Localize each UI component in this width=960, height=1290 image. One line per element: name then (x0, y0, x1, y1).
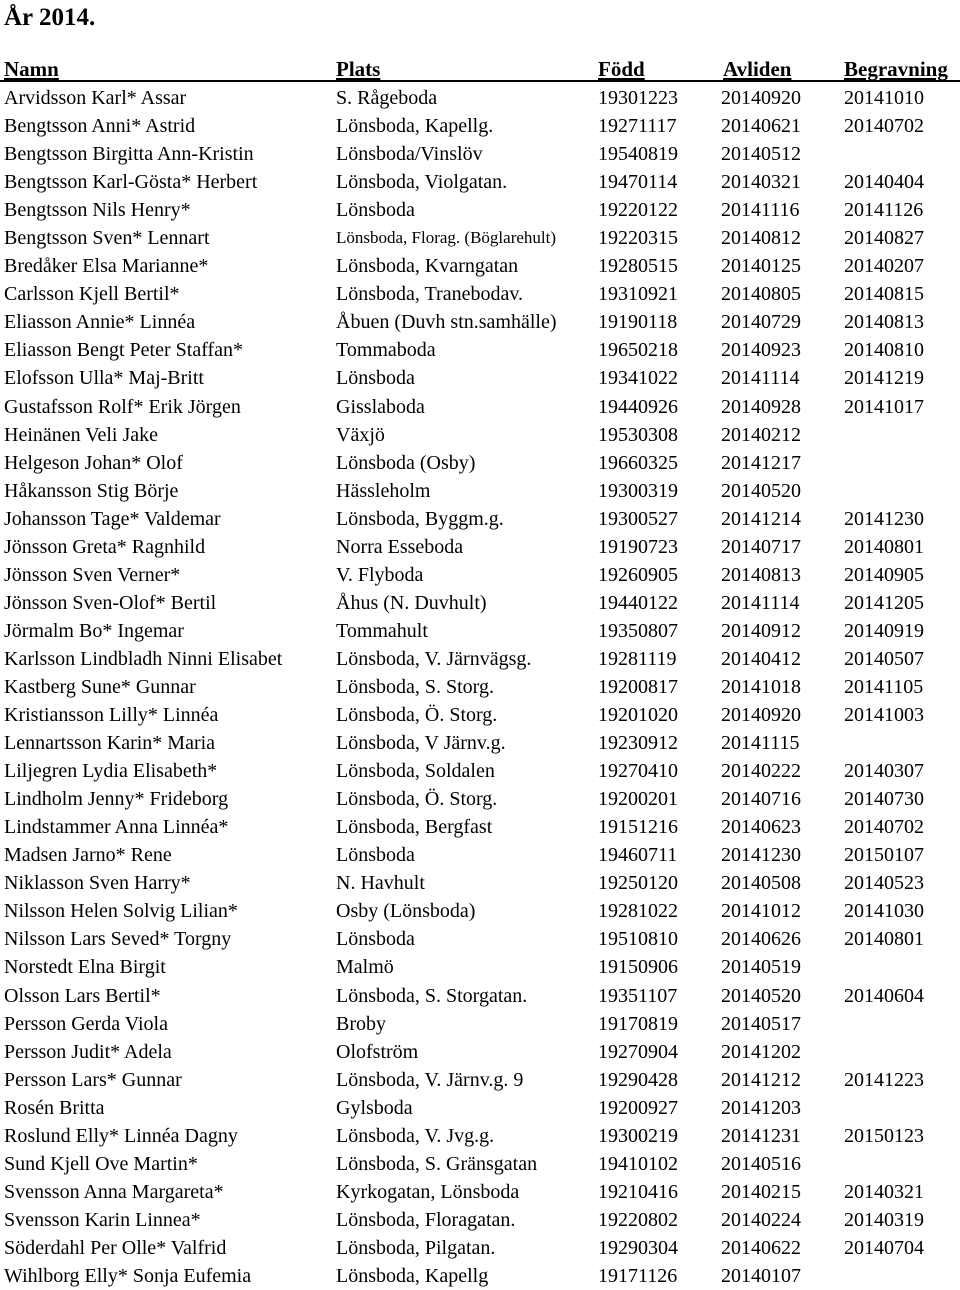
cell-name: Sund Kjell Ove Martin* (4, 1152, 198, 1175)
cell-buried: 20140604 (844, 984, 924, 1007)
table-row (0, 1038, 960, 1066)
cell-place: Åhus (N. Duvhult) (336, 591, 487, 614)
cell-name: Persson Judit* Adela (4, 1040, 172, 1063)
cell-name: Lindholm Jenny* Frideborg (4, 788, 229, 811)
cell-name: Karlsson Lindbladh Ninni Elisabet (4, 647, 283, 670)
cell-died: 20140805 (721, 283, 801, 306)
cell-name: Roslund Elly* Linnéa Dagny (4, 1124, 238, 1147)
cell-died: 20140717 (721, 535, 801, 558)
cell-place: Lönsboda, S. Gränsgatan (336, 1152, 538, 1175)
cell-buried: 20141017 (844, 395, 924, 418)
cell-born: 19660325 (598, 451, 678, 474)
cell-name: Heinänen Veli Jake (4, 423, 159, 446)
page-title: År 2014. (4, 4, 96, 31)
cell-place: Lönsboda, V. Järnvägsg. (336, 647, 532, 670)
cell-buried: 20150107 (844, 844, 924, 867)
cell-died: 20140125 (721, 255, 801, 278)
table-row (0, 645, 960, 673)
header-died: Avliden (723, 57, 792, 81)
cell-buried: 20140702 (844, 115, 924, 138)
cell-place: Lönsboda, Kapellg (336, 1264, 489, 1287)
cell-died: 20140212 (721, 423, 801, 446)
cell-born: 19460711 (598, 844, 678, 867)
cell-died: 20140912 (721, 619, 801, 642)
table-row (0, 785, 960, 813)
cell-died: 20141231 (721, 1124, 801, 1147)
cell-name: Bengtsson Karl-Gösta* Herbert (4, 171, 258, 194)
cell-born: 19300319 (598, 479, 678, 502)
cell-buried: 20140404 (844, 171, 924, 194)
cell-died: 20140621 (721, 115, 801, 138)
cell-born: 19220122 (598, 199, 678, 222)
cell-born: 19260905 (598, 563, 678, 586)
cell-buried: 20140307 (844, 760, 924, 783)
cell-born: 19190118 (598, 311, 678, 334)
table-row (0, 393, 960, 421)
table-row (0, 112, 960, 140)
cell-died: 20140812 (721, 227, 801, 250)
cell-born: 19440122 (598, 591, 678, 614)
cell-died: 20140920 (721, 87, 801, 109)
cell-born: 19280515 (598, 255, 678, 278)
cell-place: Lönsboda, S. Storgatan. (336, 984, 528, 1007)
cell-place: Växjö (336, 423, 385, 446)
cell-died: 20141012 (721, 900, 801, 923)
cell-born: 19170819 (598, 1012, 678, 1035)
cell-place: Lönsboda, Tranebodav. (336, 283, 524, 306)
table-row (0, 84, 960, 112)
table-row (0, 813, 960, 841)
cell-name: Persson Lars* Gunnar (4, 1068, 182, 1091)
cell-buried: 20140730 (844, 788, 924, 811)
cell-died: 20140813 (721, 563, 801, 586)
cell-place: Lönsboda, Byggm.g. (336, 507, 504, 530)
cell-buried: 20140702 (844, 816, 924, 839)
cell-born: 19470114 (598, 171, 678, 194)
cell-died: 20141203 (721, 1096, 801, 1119)
cell-name: Rosén Britta (4, 1096, 105, 1119)
cell-name: Helgeson Johan* Olof (4, 451, 183, 474)
table-header (0, 56, 960, 82)
cell-buried: 20140319 (844, 1208, 924, 1231)
table-row (0, 841, 960, 869)
cell-born: 19210416 (598, 1180, 678, 1203)
cell-died: 20141018 (721, 675, 801, 698)
cell-born: 19220315 (598, 227, 678, 250)
cell-name: Lennartsson Karin* Maria (4, 732, 216, 755)
cell-died: 20140928 (721, 395, 801, 418)
cell-born: 19200927 (598, 1096, 678, 1119)
cell-place: Lönsboda, Ö. Storg. (336, 704, 498, 727)
cell-died: 20140923 (721, 339, 801, 362)
cell-place: Lönsboda, Florag. (Böglarehult) (336, 228, 557, 248)
cell-place: Lönsboda, Violgatan. (336, 171, 508, 194)
cell-name: Svensson Anna Margareta* (4, 1180, 224, 1203)
cell-died: 20140622 (721, 1236, 801, 1259)
cell-born: 19301223 (598, 87, 678, 109)
cell-place: Gylsboda (336, 1096, 413, 1119)
cell-name: Liljegren Lydia Elisabeth* (4, 760, 218, 783)
cell-born: 19250120 (598, 872, 678, 895)
cell-buried: 20141126 (844, 199, 924, 222)
cell-buried: 20140704 (844, 1236, 924, 1259)
cell-name: Elofsson Ulla* Maj-Britt (4, 367, 204, 390)
cell-buried: 20141105 (844, 675, 924, 698)
cell-buried: 20140507 (844, 647, 924, 670)
cell-buried: 20141230 (844, 507, 924, 530)
cell-place: Lönsboda (336, 928, 415, 951)
cell-died: 20141212 (721, 1068, 801, 1091)
cell-place: Gisslaboda (336, 395, 425, 418)
cell-born: 19510810 (598, 928, 678, 951)
cell-born: 19530308 (598, 423, 678, 446)
cell-born: 19440926 (598, 395, 678, 418)
cell-died: 20140520 (721, 984, 801, 1007)
cell-died: 20141115 (721, 732, 800, 755)
cell-name: Wihlborg Elly* Sonja Eufemia (4, 1264, 252, 1287)
cell-buried: 20140815 (844, 283, 924, 306)
cell-place: Broby (336, 1012, 386, 1035)
cell-buried: 20141003 (844, 704, 924, 727)
cell-name: Nilsson Helen Solvig Lilian* (4, 900, 238, 923)
cell-buried: 20140801 (844, 928, 924, 951)
cell-born: 19150906 (598, 956, 678, 979)
table-row (0, 280, 960, 308)
table-row (0, 1010, 960, 1038)
cell-name: Gustafsson Rolf* Erik Jörgen (4, 395, 241, 418)
cell-name: Nilsson Lars Seved* Torgny (4, 928, 232, 951)
cell-place: S. Rågeboda (336, 87, 438, 109)
cell-buried: 20140919 (844, 619, 924, 642)
cell-died: 20140508 (721, 872, 801, 895)
cell-name: Olsson Lars Bertil* (4, 984, 161, 1007)
cell-born: 19151216 (598, 816, 678, 839)
table-row (0, 1206, 960, 1234)
cell-born: 19271117 (598, 115, 677, 138)
cell-born: 19171126 (598, 1264, 678, 1287)
cell-born: 19190723 (598, 535, 678, 558)
table-row (0, 1122, 960, 1150)
cell-born: 19200817 (598, 675, 678, 698)
cell-name: Bengtsson Birgitta Ann-Kristin (4, 143, 254, 166)
cell-born: 19350807 (598, 619, 678, 642)
table-row (0, 1234, 960, 1262)
cell-place: Tommaboda (336, 339, 436, 362)
cell-place: Olofström (336, 1040, 419, 1063)
table-row (0, 869, 960, 897)
cell-born: 19290428 (598, 1068, 678, 1091)
table-row (0, 308, 960, 336)
cell-place: Lönsboda, Bergfast (336, 816, 493, 839)
table-row (0, 757, 960, 785)
cell-died: 20141116 (721, 199, 800, 222)
cell-name: Madsen Jarno* Rene (4, 844, 172, 867)
cell-born: 19300219 (598, 1124, 678, 1147)
table-row (0, 561, 960, 589)
cell-place: Lönsboda (336, 844, 415, 867)
cell-buried: 20140813 (844, 311, 924, 334)
cell-buried: 20140321 (844, 1180, 924, 1203)
cell-place: Lönsboda, Kvarngatan (336, 255, 519, 278)
cell-buried: 20141010 (844, 87, 924, 109)
table-row (0, 589, 960, 617)
cell-died: 20140716 (721, 788, 801, 811)
cell-born: 19290304 (598, 1236, 678, 1259)
table-row (0, 252, 960, 280)
cell-buried: 20141030 (844, 900, 924, 923)
table-row (0, 701, 960, 729)
cell-name: Eliasson Annie* Linnéa (4, 311, 196, 334)
cell-place: Åbuen (Duvh stn.samhälle) (336, 311, 557, 334)
cell-died: 20140215 (721, 1180, 801, 1203)
table-row (0, 477, 960, 505)
cell-died: 20140321 (721, 171, 801, 194)
cell-buried: 20140810 (844, 339, 924, 362)
table-row (0, 1150, 960, 1178)
cell-died: 20141202 (721, 1040, 801, 1063)
cell-buried: 20140801 (844, 535, 924, 558)
cell-place: Tommahult (336, 619, 428, 642)
cell-born: 19351107 (598, 984, 678, 1007)
table-row (0, 336, 960, 364)
table-row (0, 449, 960, 477)
cell-name: Johansson Tage* Valdemar (4, 507, 221, 530)
table-row (0, 224, 960, 252)
header-buried: Begravning (844, 57, 948, 81)
cell-died: 20141114 (721, 367, 800, 390)
cell-place: Lönsboda, Soldalen (336, 760, 495, 783)
table-row (0, 505, 960, 533)
cell-buried: 20141205 (844, 591, 924, 614)
cell-place: Hässleholm (336, 479, 431, 502)
cell-name: Kastberg Sune* Gunnar (4, 675, 196, 698)
cell-place: Lönsboda, V. Järnv.g. 9 (336, 1068, 524, 1091)
cell-buried: 20140207 (844, 255, 924, 278)
cell-place: Lönsboda (336, 367, 415, 390)
cell-died: 20140516 (721, 1152, 801, 1175)
cell-died: 20140224 (721, 1208, 801, 1231)
cell-name: Eliasson Bengt Peter Staffan* (4, 339, 244, 362)
header-born: Född (598, 57, 645, 81)
cell-died: 20140519 (721, 956, 801, 979)
cell-born: 19281022 (598, 900, 678, 923)
cell-name: Jönsson Greta* Ragnhild (4, 535, 206, 558)
table-row (0, 673, 960, 701)
cell-born: 19650218 (598, 339, 678, 362)
cell-place: Lönsboda, S. Storg. (336, 675, 494, 698)
cell-name: Svensson Karin Linnea* (4, 1208, 201, 1231)
cell-buried: 20141223 (844, 1068, 924, 1091)
cell-born: 19220802 (598, 1208, 678, 1231)
cell-born: 19281119 (598, 647, 677, 670)
cell-name: Jörmalm Bo* Ingemar (4, 619, 184, 642)
cell-place: Lönsboda, V. Jvg.g. (336, 1124, 495, 1147)
cell-died: 20140623 (721, 816, 801, 839)
cell-died: 20140222 (721, 760, 801, 783)
table-row (0, 925, 960, 953)
cell-place: Malmö (336, 956, 394, 979)
cell-died: 20140412 (721, 647, 801, 670)
cell-born: 19201020 (598, 704, 678, 727)
cell-buried: 20140905 (844, 563, 924, 586)
table-row (0, 1178, 960, 1206)
cell-died: 20140626 (721, 928, 801, 951)
cell-place: Lönsboda, V Järnv.g. (336, 732, 506, 755)
table-row (0, 421, 960, 449)
cell-name: Lindstammer Anna Linnéa* (4, 816, 229, 839)
table-row (0, 897, 960, 925)
cell-name: Jönsson Sven Verner* (4, 563, 181, 586)
cell-died: 20141214 (721, 507, 801, 530)
cell-died: 20140920 (721, 704, 801, 727)
cell-place: N. Havhult (336, 872, 425, 895)
cell-place: Lönsboda, Ö. Storg. (336, 788, 498, 811)
cell-name: Kristiansson Lilly* Linnéa (4, 704, 219, 727)
cell-died: 20141217 (721, 451, 801, 474)
cell-died: 20141114 (721, 591, 800, 614)
table-row (0, 729, 960, 757)
cell-place: Norra Esseboda (336, 535, 464, 558)
cell-name: Carlsson Kjell Bertil* (4, 283, 180, 306)
cell-born: 19270904 (598, 1040, 678, 1063)
table-row (0, 982, 960, 1010)
cell-place: Osby (Lönsboda) (336, 900, 476, 923)
cell-born: 19300527 (598, 507, 678, 530)
cell-died: 20140107 (721, 1264, 801, 1287)
header-place: Plats (336, 57, 381, 81)
cell-place: Lönsboda, Kapellg. (336, 115, 494, 138)
cell-name: Håkansson Stig Börje (4, 479, 179, 502)
cell-name: Söderdahl Per Olle* Valfrid (4, 1236, 227, 1259)
cell-born: 19540819 (598, 143, 678, 166)
cell-name: Bengtsson Sven* Lennart (4, 227, 210, 250)
cell-place: Lönsboda/Vinslöv (336, 143, 483, 166)
table-row (0, 1094, 960, 1122)
cell-buried: 20150123 (844, 1124, 924, 1147)
cell-name: Persson Gerda Viola (4, 1012, 168, 1035)
cell-born: 19230912 (598, 732, 678, 755)
cell-place: Lönsboda (Osby) (336, 451, 476, 474)
table-row (0, 364, 960, 392)
cell-born: 19270410 (598, 760, 678, 783)
cell-place: Kyrkogatan, Lönsboda (336, 1180, 520, 1203)
table-body (0, 84, 960, 1290)
cell-name: Norstedt Elna Birgit (4, 956, 166, 979)
cell-died: 20140729 (721, 311, 801, 334)
table-row (0, 196, 960, 224)
cell-born: 19200201 (598, 788, 678, 811)
table-row (0, 617, 960, 645)
table-row (0, 1066, 960, 1094)
cell-place: Lönsboda, Pilgatan. (336, 1236, 496, 1259)
cell-born: 19310921 (598, 283, 678, 306)
cell-died: 20140520 (721, 479, 801, 502)
cell-name: Arvidsson Karl* Assar (4, 87, 187, 109)
cell-name: Bredåker Elsa Marianne* (4, 255, 209, 278)
cell-name: Bengtsson Anni* Astrid (4, 115, 196, 138)
cell-died: 20141230 (721, 844, 801, 867)
table-row (0, 1262, 960, 1290)
table-row (0, 168, 960, 196)
cell-name: Bengtsson Nils Henry* (4, 199, 191, 222)
cell-died: 20140517 (721, 1012, 801, 1035)
table-row (0, 140, 960, 168)
header-name: Namn (4, 57, 59, 81)
cell-buried: 20140827 (844, 227, 924, 250)
cell-name: Jönsson Sven-Olof* Bertil (4, 591, 217, 614)
cell-born: 19410102 (598, 1152, 678, 1175)
cell-buried: 20140523 (844, 872, 924, 895)
cell-name: Niklasson Sven Harry* (4, 872, 191, 895)
cell-place: V. Flyboda (336, 563, 424, 586)
cell-place: Lönsboda (336, 199, 415, 222)
cell-place: Lönsboda, Floragatan. (336, 1208, 516, 1231)
cell-born: 19341022 (598, 367, 678, 390)
table-row (0, 953, 960, 981)
cell-buried: 20141219 (844, 367, 924, 390)
table-row (0, 533, 960, 561)
cell-died: 20140512 (721, 143, 801, 166)
